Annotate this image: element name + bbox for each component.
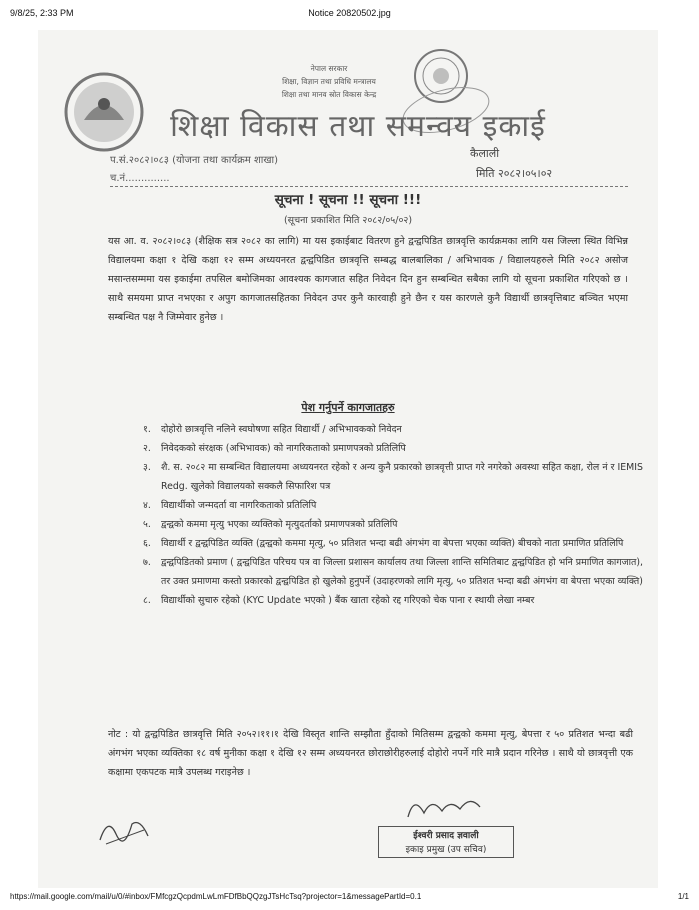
list-item [143, 515, 643, 534]
list-item-text: द्वन्द्वपिडितको प्रमाण ( द्वन्द्वपिडित परिचय पत्र वा जिल्ला प्रशासन कार्यालय तथा जिल्ला शान्ति समितिबाट द्वन्द्वपिडित हो भनि प्रमाणित कागजात), तर उक्त प्रमाणमा कस्तो प्रकारको द्वन्द्वपिडित हो खुलेको हुनुपर्ने (उदाहरणको लागि मृत्यु, ५० प्रतिशत भन्दा बढी अंगभंग वा बेपत्ता भएका व्यक्ति) [161, 557, 643, 587]
list-item-text: द्वन्द्वको कममा मृत्यु भएका व्यक्तिको मृत्युदर्ताको प्रमाणपत्रको प्रतिलिपि [161, 519, 398, 530]
required-documents-list [143, 420, 643, 610]
letter-date: मिति २०८२।०५।०२ [476, 167, 553, 180]
notice-published-date: (सूचना प्रकाशित मिति २०८२/०५/०२) [283, 215, 413, 226]
stamp-line-3: शिक्षा तथा मानव स्रोत विकास केन्द्र [281, 90, 377, 99]
list-item [143, 496, 643, 515]
list-item-text: दोहोरो छात्रवृत्ति नलिने स्वघोषणा सहित विद्यार्थी / अभिभावकको निवेदन [161, 424, 402, 435]
print-footer [10, 892, 689, 904]
list-item-text: विद्यार्थीको सुचारु रहेको (KYC Update भएको ) बैंक खाता रहेको रद्द गरिएको चेक पाना र स्थायी लेखा नम्बर [161, 595, 535, 606]
print-header [10, 8, 689, 22]
list-item [143, 553, 643, 591]
print-page-number: 1/1 [677, 892, 689, 901]
dispatch-number: च.नं.............. [110, 173, 170, 184]
signature-right-icon [400, 787, 490, 827]
print-url: https://mail.google.com/mail/u/0/#inbox/FMfcgzQcpdmLwLmFDfBbQQzgJTsHcTsq?projector=1&messagePartId=0.1 [10, 892, 422, 901]
list-item-number: २. [143, 443, 151, 454]
required-documents-heading: पेश गर्नुपर्ने कागजातहरु [301, 401, 395, 414]
list-item-number: ७. [143, 557, 151, 568]
print-document-name: Notice 20820502.jpg [308, 8, 391, 18]
office-name: शिक्षा विकास तथा समन्वय इकाई [170, 109, 546, 144]
signatory-designation: इकाइ प्रमुख (उप सचिव) [405, 845, 487, 855]
list-item-number: १. [143, 424, 151, 435]
list-item [143, 591, 643, 610]
notice-title: सूचना ! सूचना !! सूचना !!! [274, 192, 422, 208]
list-item-text: विद्यार्थी र द्वन्द्वपिडित व्यक्ति (द्वन्द्वको कममा मृत्यु, ५० प्रतिशत भन्दा बढी अंगभंग वा बेपत्ता भएका व्यक्ति) बीचको नाता प्रमाणित प्रतिलिपि [161, 538, 624, 549]
list-item-number: ६. [143, 538, 151, 549]
print-datetime: 9/8/25, 2:33 PM [10, 8, 74, 18]
list-item-text: निवेदकको संरक्षक (अभिभावक) को नागरिकताको प्रमाणपत्रको प्रतिलिपि [161, 443, 406, 454]
list-item-number: ८. [143, 595, 151, 606]
signature-left-icon [96, 810, 156, 850]
list-item [143, 458, 643, 496]
notice-note: नोट : यो द्वन्द्वपिडित छात्रवृत्ति मिति २०५२।११।१ देखि विस्तृत शान्ति सम्झौता हुँदाको मितिसम्म द्वन्द्वको कममा मृत्यु, बेपत्ता र ५० प्रतिशत भन्दा बढी अंगभंग भएका व्यक्तिका १८ वर्ष मुनीका कक्षा १ देखि १२ सम्म अध्ययनरत छोराछोरीहरुलाई दोहोरो नपर्ने गरि मात्रै प्रदान गरिनेछ । साथै यो छात्रवृत्ती एक कक्षामा एकपटक मात्रै उपलब्ध गराइनेछ । [108, 729, 633, 778]
signatory-stamp [378, 826, 514, 858]
district-name: कैलाली [470, 147, 500, 160]
scanned-notice [38, 30, 658, 888]
list-item [143, 534, 643, 553]
list-item-number: ३. [143, 462, 151, 473]
list-item [143, 420, 643, 439]
list-item [143, 439, 643, 458]
stamp-text [234, 62, 424, 101]
list-item-text: विद्यार्थीको जन्मदर्ता वा नागरिकताको प्रतिलिपि [161, 500, 317, 511]
list-item-number: ४. [143, 500, 151, 511]
notice-body: यस आ. व. २०८२।०८३ (शैक्षिक सत्र २०८२ का लागि) मा यस इकाईबाट वितरण हुने द्वन्द्वपिडित छात्रवृत्ति कार्यक्रमका लागि यस जिल्ला स्थित विभिन्न विद्यालयमा कक्षा १ देखि कक्षा १२ सम्म अध्ययनरत द्वन्द्वपिडित छात्रवृत्ति सम्बद्ध बालबालिका / अभिभावक / विद्यालयहरुले मिति २०८२ असोज मसान्तसम्ममा यस इकाईमा तपसिल बमोजिमका आवश्यक कागजात सहित निवेदन दिन हुन सम्बन्धित सबैका लागि यो सूचना प्रकाशित गरिएको छ । साथै समयमा प्राप्त नभएका र अपुग कागजातसहितका निवेदन उपर कुनै कारवाही हुने छैन र यस कारणले कुनै विद्यार्थी छात्रवृत्तिबाट बञ्चित भएमा सम्बन्धित पक्ष नै जिम्मेवार हुनेछ । [108, 236, 628, 323]
reference-number: प.सं.२०८२।०८३ (योजना तथा कार्यक्रम शाखा) [110, 155, 279, 166]
list-item-number: ५. [143, 519, 151, 530]
nepal-emblem-icon [62, 70, 146, 154]
list-item-text: शै. स. २०८२ मा सम्बन्धित विद्यालयमा अध्ययनरत रहेको र अन्य कुनै प्रकारको छात्रवृत्ती प्राप्त गरे नगरेको अवस्था सहित कक्षा, रोल नं र IEMIS Redg. खुलेको विद्यालयको सक्कलै सिफारिश पत्र [161, 462, 643, 492]
stamp-line-2: शिक्षा, विज्ञान तथा प्रविधि मन्त्रालय [282, 77, 376, 86]
header-divider [110, 186, 628, 187]
stamp-line-1: नेपाल सरकार [310, 64, 348, 73]
signatory-name: ईश्वरी प्रसाद ज्ञवाली [413, 831, 479, 841]
